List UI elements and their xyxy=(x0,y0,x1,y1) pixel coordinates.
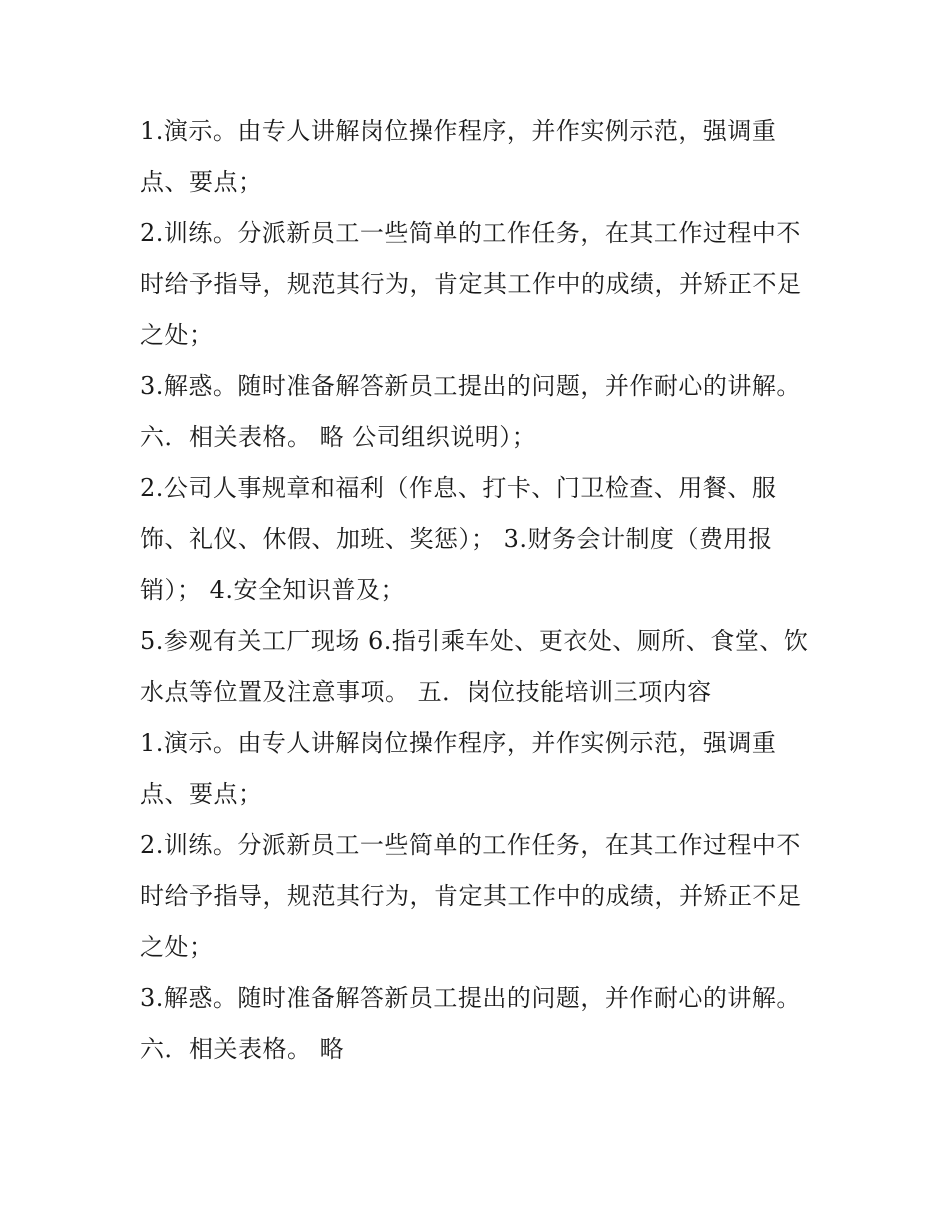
text-line: 2.训练。分派新员工一些简单的工作任务，在其工作过程中不 xyxy=(140,831,801,859)
text-line: 之处； xyxy=(140,321,214,349)
text-line: 点、要点； xyxy=(140,780,263,808)
document-body xyxy=(140,106,820,1075)
text-line: 时给予指导，规范其行为，肯定其工作中的成绩，并矫正不足 xyxy=(140,882,802,910)
text-line: 点、要点； xyxy=(140,168,263,196)
text-line: 时给予指导，规范其行为，肯定其工作中的成绩，并矫正不足 xyxy=(140,270,802,298)
text-line: 水点等位置及注意事项。 五．岗位技能培训三项内容 xyxy=(140,678,712,706)
text-line: 六．相关表格。 略 公司组织说明）； xyxy=(140,423,537,451)
text-line: 5.参观有关工厂现场 6.指引乘车处、更衣处、厕所、食堂、饮 xyxy=(140,627,809,655)
text-line: 2.训练。分派新员工一些简单的工作任务，在其工作过程中不 xyxy=(140,219,801,247)
text-line: 2.公司人事规章和福利（作息、打卡、门卫检查、用餐、服 xyxy=(140,474,777,502)
text-line: 饰、礼仪、休假、加班、奖惩）； 3.财务会计制度（费用报 xyxy=(140,525,773,553)
text-line: 1.演示。由专人讲解岗位操作程序，并作实例示范，强调重 xyxy=(140,729,777,757)
text-line: 3.解惑。随时准备解答新员工提出的问题，并作耐心的讲解。 xyxy=(140,372,801,400)
text-line: 销）； 4.安全知识普及； xyxy=(140,576,406,604)
text-line: 3.解惑。随时准备解答新员工提出的问题，并作耐心的讲解。 xyxy=(140,984,801,1012)
text-line: 六．相关表格。 略 xyxy=(140,1035,345,1063)
text-line: 1.演示。由专人讲解岗位操作程序，并作实例示范，强调重 xyxy=(140,117,777,145)
text-line: 之处； xyxy=(140,933,214,961)
